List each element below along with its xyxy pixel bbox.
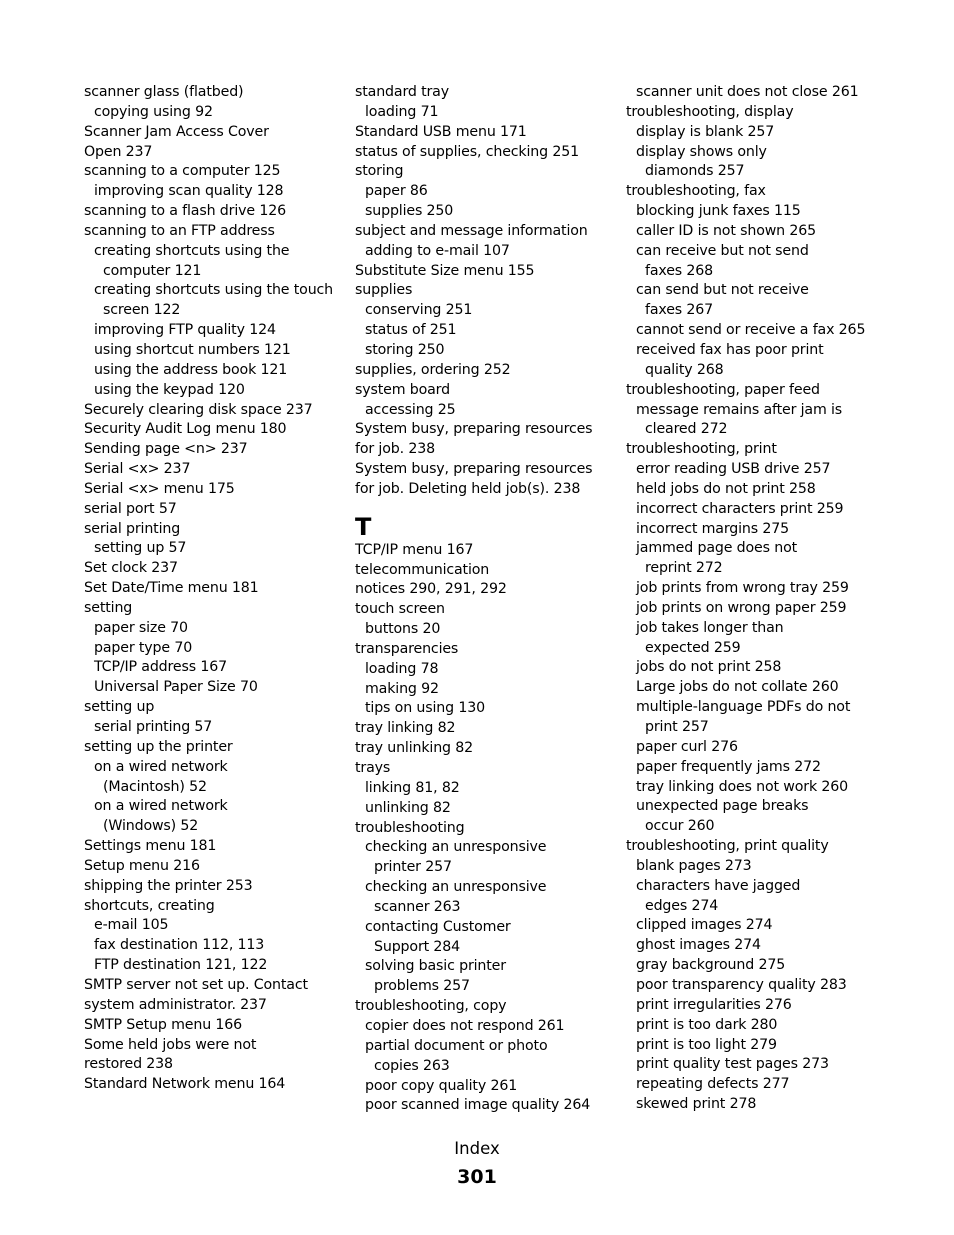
index-entry: status of supplies, checking 251 xyxy=(355,143,579,160)
index-subentry: screen 122 xyxy=(103,302,181,319)
index-subentry: unexpected page breaks xyxy=(636,798,809,815)
index-column-2 xyxy=(355,83,617,1116)
index-entry: Scanner Jam Access Cover xyxy=(84,123,269,140)
index-entry: troubleshooting, display xyxy=(626,103,794,120)
index-subentry: unlinking 82 xyxy=(365,799,451,816)
index-subentry: scanner 263 xyxy=(374,898,461,915)
index-subentry: skewed print 278 xyxy=(636,1096,757,1113)
index-subentry: serial printing 57 xyxy=(94,719,213,735)
index-subentry: on a wired network xyxy=(94,758,228,775)
index-entry: scanning to a computer 125 xyxy=(84,163,281,180)
index-subentry: partial document or photo xyxy=(365,1037,548,1054)
index-subentry: clipped images 274 xyxy=(636,917,773,934)
section-letter-heading: T xyxy=(355,512,372,541)
index-subentry: making 92 xyxy=(365,680,439,697)
index-entry: standard tray xyxy=(355,84,449,100)
index-subentry: caller ID is not shown 265 xyxy=(636,222,817,239)
footer-label: Index xyxy=(454,1139,500,1158)
index-subentry: faxes 267 xyxy=(645,302,714,319)
index-entry: trays xyxy=(355,760,391,776)
index-entry: tray linking 82 xyxy=(355,720,456,737)
index-subentry: can send but not receive xyxy=(636,282,809,299)
index-column-3 xyxy=(626,83,888,1115)
index-entry: subject and message information xyxy=(355,222,588,239)
index-subentry: checking an unresponsive xyxy=(365,879,547,896)
index-entry: setting up the printer xyxy=(84,738,233,755)
index-subentry: occur 260 xyxy=(645,818,715,835)
index-subentry: repeating defects 277 xyxy=(636,1076,790,1093)
index-subentry: linking 81, 82 xyxy=(365,779,460,796)
index-subentry: print 257 xyxy=(645,719,709,735)
index-subentry: printer 257 xyxy=(374,859,452,876)
index-column-2-top xyxy=(355,83,617,500)
index-subentry: incorrect characters print 259 xyxy=(636,500,844,517)
index-subentry: paper type 70 xyxy=(94,639,193,656)
index-subentry: copying using 92 xyxy=(94,103,213,120)
index-entry: Set Date/Time menu 181 xyxy=(84,580,259,597)
index-entry: Settings menu 181 xyxy=(84,838,217,855)
index-entry: for job. Deleting held job(s). 238 xyxy=(355,480,581,497)
index-subentry: jobs do not print 258 xyxy=(636,659,782,676)
index-entry: for job. 238 xyxy=(355,441,435,458)
index-entry: Serial <x> 237 xyxy=(84,461,191,478)
index-subentry: tray linking does not work 260 xyxy=(636,778,849,795)
index-subentry: ghost images 274 xyxy=(636,937,761,954)
index-subentry: blank pages 273 xyxy=(636,857,752,874)
index-subentry: paper size 70 xyxy=(94,619,188,636)
index-entry: system board xyxy=(355,381,450,398)
index-subentry: cannot send or receive a fax 265 xyxy=(636,322,866,339)
index-entry: telecommunication xyxy=(355,561,490,578)
index-column-1 xyxy=(84,83,346,1095)
index-subentry: supplies 250 xyxy=(365,203,454,220)
index-subentry: loading 78 xyxy=(365,660,439,677)
index-entry: tray unlinking 82 xyxy=(355,740,474,757)
index-subentry: held jobs do not print 258 xyxy=(636,480,816,497)
index-subentry: copier does not respond 261 xyxy=(365,1017,565,1034)
index-subentry: TCP/IP address 167 xyxy=(94,659,227,676)
index-subentry: gray background 275 xyxy=(636,957,786,974)
index-subentry: copies 263 xyxy=(374,1057,450,1074)
index-subentry: poor transparency quality 283 xyxy=(636,976,847,993)
index-subentry: display is blank 257 xyxy=(636,123,775,140)
index-subentry: job prints on wrong paper 259 xyxy=(636,599,847,616)
index-subentry: received fax has poor print xyxy=(636,341,824,358)
index-subentry: quality 268 xyxy=(645,361,724,378)
index-entry: troubleshooting, paper feed xyxy=(626,381,820,398)
index-subentry: reprint 272 xyxy=(645,560,723,577)
index-subentry: conserving 251 xyxy=(365,302,473,319)
index-entry: TCP/IP menu 167 xyxy=(355,541,474,558)
index-subentry: paper frequently jams 272 xyxy=(636,758,821,775)
index-entry: storing xyxy=(355,163,404,180)
index-entry: System busy, preparing resources xyxy=(355,461,593,478)
index-entry: shortcuts, creating xyxy=(84,897,215,914)
index-entry: setting up xyxy=(84,699,155,716)
index-subentry: jammed page does not xyxy=(636,540,798,557)
index-entry: Setup menu 216 xyxy=(84,857,200,874)
index-subentry: creating shortcuts using the xyxy=(94,242,290,259)
index-entry: SMTP server not set up. Contact xyxy=(84,976,308,993)
index-subentry: e-mail 105 xyxy=(94,917,169,934)
index-subentry: print quality test pages 273 xyxy=(636,1056,829,1073)
index-subentry: contacting Customer xyxy=(365,918,511,935)
index-entry: restored 238 xyxy=(84,1056,173,1073)
index-entry: Serial <x> menu 175 xyxy=(84,480,235,497)
index-subentry: adding to e-mail 107 xyxy=(365,242,510,259)
index-subentry: loading 71 xyxy=(365,103,439,120)
index-subentry: edges 274 xyxy=(645,897,719,914)
index-subentry: multiple-language PDFs do not xyxy=(636,699,851,716)
index-subentry: poor scanned image quality 264 xyxy=(365,1097,591,1114)
index-subentry: characters have jagged xyxy=(636,877,801,894)
index-subentry: print is too dark 280 xyxy=(636,1016,778,1033)
index-entry: scanner glass (flatbed) xyxy=(84,84,244,100)
index-subentry: tips on using 130 xyxy=(365,700,485,717)
index-entry: Standard Network menu 164 xyxy=(84,1076,286,1093)
index-subentry: storing 250 xyxy=(365,341,445,358)
index-subentry: poor copy quality 261 xyxy=(365,1077,518,1094)
index-entry: scanning to an FTP address xyxy=(84,222,275,239)
index-subentry: problems 257 xyxy=(374,978,470,995)
index-subentry: error reading USB drive 257 xyxy=(636,461,831,478)
index-subentry: using shortcut numbers 121 xyxy=(94,341,291,358)
index-entry: troubleshooting, print quality xyxy=(626,838,829,855)
index-entry: troubleshooting xyxy=(355,819,465,836)
index-subentry: fax destination 112, 113 xyxy=(94,937,265,954)
index-entry: troubleshooting, fax xyxy=(626,183,766,200)
index-subentry: (Macintosh) 52 xyxy=(103,778,207,795)
index-entry: Open 237 xyxy=(84,143,153,160)
index-subentry: computer 121 xyxy=(103,262,202,279)
index-entry: serial printing xyxy=(84,520,181,537)
index-entry: scanning to a flash drive 126 xyxy=(84,203,286,220)
index-entry: supplies, ordering 252 xyxy=(355,361,511,378)
index-entry: system administrator. 237 xyxy=(84,996,267,1013)
index-subentry: faxes 268 xyxy=(645,262,714,279)
index-entry: System busy, preparing resources xyxy=(355,421,593,438)
index-subentry: display shows only xyxy=(636,143,767,160)
index-subentry: paper 86 xyxy=(365,183,428,200)
index-subentry: Support 284 xyxy=(374,938,461,955)
index-subentry: incorrect margins 275 xyxy=(636,520,789,537)
index-entry: troubleshooting, print xyxy=(626,441,777,458)
index-subentry: improving FTP quality 124 xyxy=(94,322,276,339)
index-subentry: job takes longer than xyxy=(636,619,784,636)
index-entry: Standard USB menu 171 xyxy=(355,123,527,140)
index-subentry: setting up 57 xyxy=(94,540,187,557)
index-subentry: FTP destination 121, 122 xyxy=(94,957,268,974)
index-subentry: Large jobs do not collate 260 xyxy=(636,679,839,696)
index-entry: supplies xyxy=(355,282,413,299)
index-subentry: using the keypad 120 xyxy=(94,381,245,398)
index-subentry: (Windows) 52 xyxy=(103,818,199,835)
index-subentry: paper curl 276 xyxy=(636,738,738,755)
index-subentry: expected 259 xyxy=(645,639,741,656)
index-subentry: print irregularities 276 xyxy=(636,996,792,1013)
index-subentry: message remains after jam is xyxy=(636,401,843,418)
index-column-2-bottom xyxy=(355,541,617,1116)
index-entry: Some held jobs were not xyxy=(84,1036,257,1053)
index-subentry: job prints from wrong tray 259 xyxy=(636,580,849,597)
index-entry: Substitute Size menu 155 xyxy=(355,262,535,279)
index-entry: Sending page <n> 237 xyxy=(84,441,248,458)
index-subentry: checking an unresponsive xyxy=(365,839,547,856)
index-subentry: print is too light 279 xyxy=(636,1036,777,1053)
index-subentry: using the address book 121 xyxy=(94,361,288,378)
index-subentry: blocking junk faxes 115 xyxy=(636,203,801,220)
index-subentry: creating shortcuts using the touch xyxy=(94,282,334,299)
index-subentry: Universal Paper Size 70 xyxy=(94,679,258,696)
index-subentry: accessing 25 xyxy=(365,401,456,418)
index-entry: Security Audit Log menu 180 xyxy=(84,421,287,438)
index-entry: touch screen xyxy=(355,601,445,618)
index-subentry: buttons 20 xyxy=(365,621,441,638)
index-subentry: on a wired network xyxy=(94,798,228,815)
index-entry: notices 290, 291, 292 xyxy=(355,581,507,598)
index-entry: shipping the printer 253 xyxy=(84,877,253,894)
index-entry: transparencies xyxy=(355,640,459,657)
index-entry: setting xyxy=(84,599,133,616)
index-subentry: diamonds 257 xyxy=(645,163,745,180)
page-number: 301 xyxy=(457,1166,497,1188)
index-subentry: scanner unit does not close 261 xyxy=(636,84,859,100)
index-subentry: status of 251 xyxy=(365,322,457,339)
index-subentry: can receive but not send xyxy=(636,242,809,259)
index-entry: Set clock 237 xyxy=(84,560,178,577)
index-entry: troubleshooting, copy xyxy=(355,998,507,1015)
index-entry: serial port 57 xyxy=(84,500,177,517)
index-subentry: solving basic printer xyxy=(365,958,506,975)
index-subentry: improving scan quality 128 xyxy=(94,183,284,200)
index-subentry: cleared 272 xyxy=(645,421,728,438)
index-entry: SMTP Setup menu 166 xyxy=(84,1016,243,1033)
index-entry: Securely clearing disk space 237 xyxy=(84,401,313,418)
